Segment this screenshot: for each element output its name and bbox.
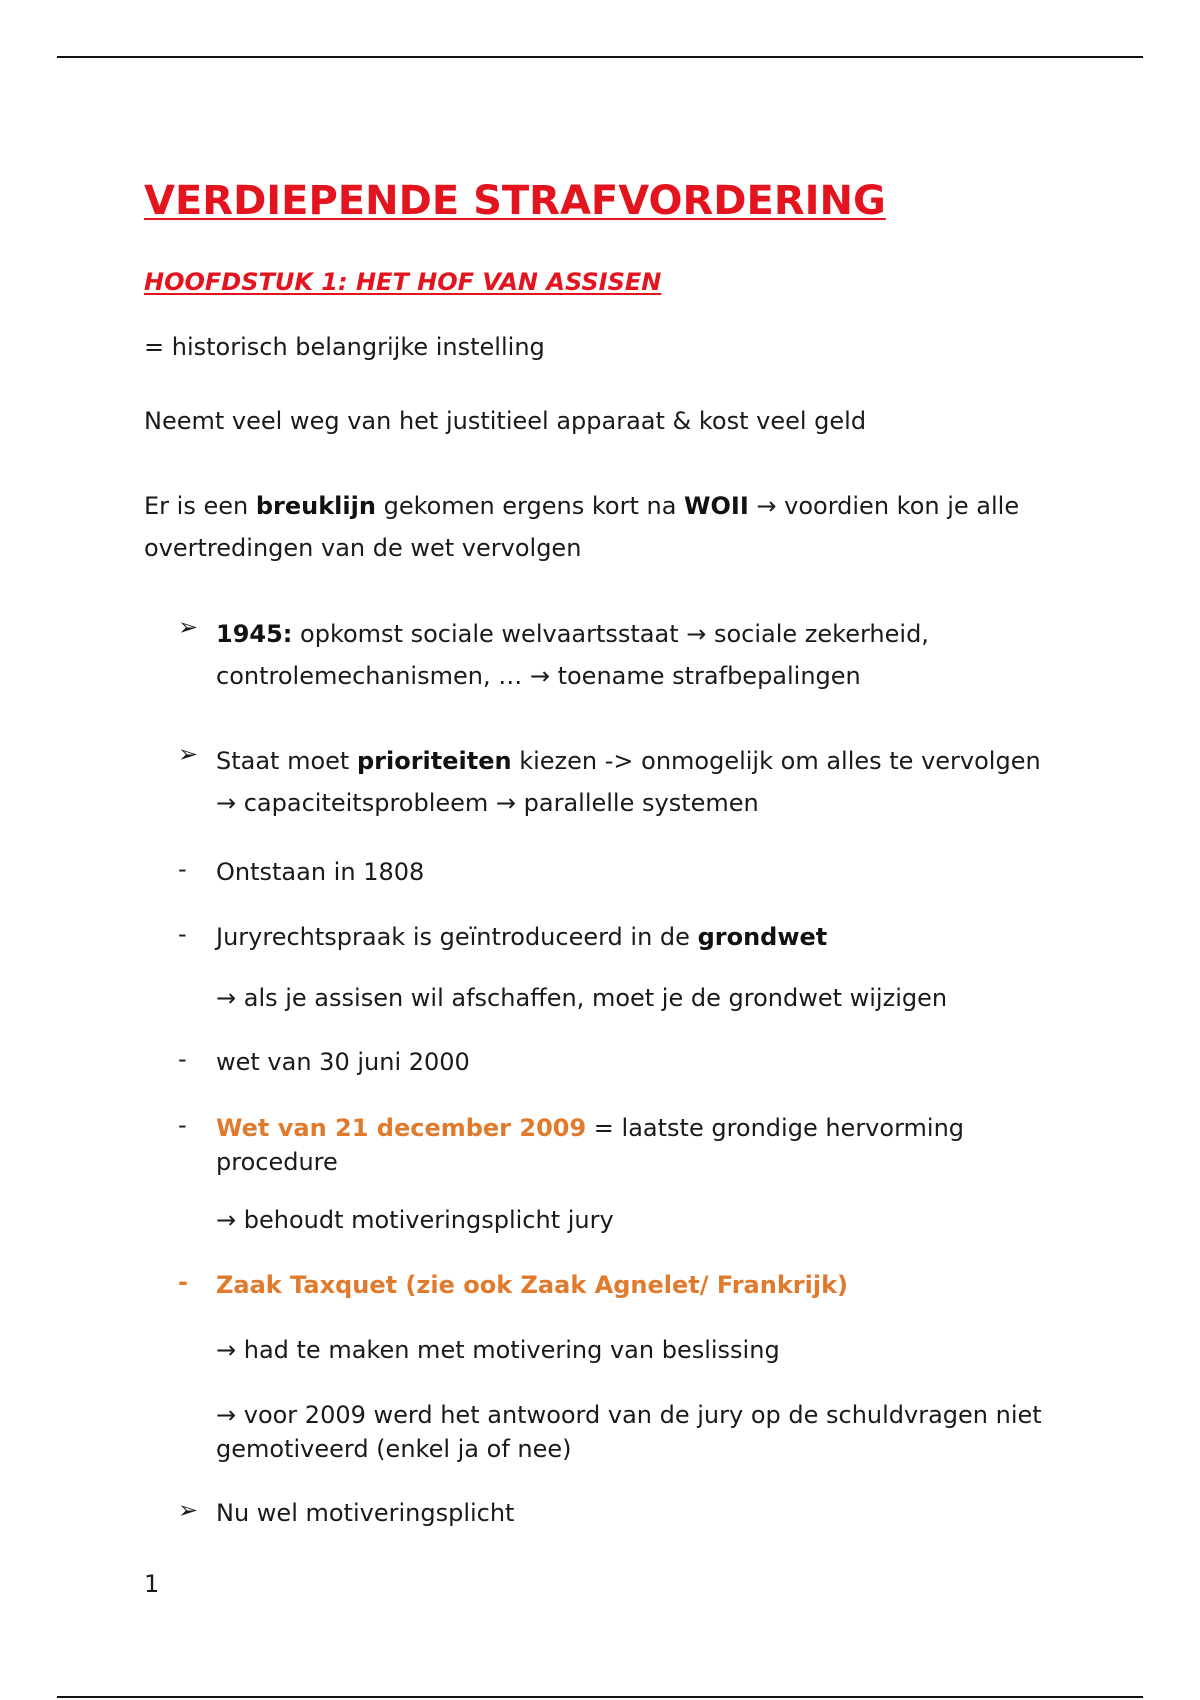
list-item: - Wet van 21 december 2009 = laatste grondige hervorming procedure (178, 1111, 965, 1176)
list-item: ➢ Staat moet prioriteiten kiezen -> onmogelijk om alles te vervolgen → capaciteitsprobleem → parallelle systemen (178, 740, 1041, 817)
list-item: ➢ Nu wel motiveringsplicht (178, 1496, 515, 1527)
chapter-heading: HOOFDSTUK 1: HET HOF VAN ASSISEN (144, 268, 662, 296)
arrow-bullet-icon: ➢ (178, 613, 199, 641)
paragraph-breuklijn-line1: Er is een breuklijn gekomen ergens kort na WOII → voordien kon je alle (144, 492, 1020, 520)
dash-bullet: - (178, 920, 187, 948)
list-continuation: → als je assisen wil afschaffen, moet je de grondwet wijzigen (216, 984, 948, 1012)
list-item: - Zaak Taxquet (zie ook Zaak Agnelet/ Frankrijk) (178, 1268, 849, 1299)
paragraph-breuklijn-line2: overtredingen van de wet vervolgen (144, 534, 582, 562)
dash-bullet: - (178, 1111, 187, 1139)
dash-bullet: - (178, 855, 187, 883)
list-item: ➢ 1945: opkomst sociale welvaartsstaat → sociale zekerheid, controlemechanismen, … → toename strafbepalingen (178, 613, 929, 690)
list-item: - wet van 30 juni 2000 (178, 1045, 470, 1076)
dash-bullet: - (178, 1045, 187, 1073)
arrow-bullet-icon: ➢ (178, 740, 199, 768)
dash-bullet: - (178, 1268, 188, 1296)
footer-rule (57, 1696, 1143, 1698)
header-rule (57, 56, 1143, 58)
arrow-bullet-icon: ➢ (178, 1496, 199, 1524)
paragraph-definition: = historisch belangrijke instelling (144, 333, 545, 361)
page-number: 1 (144, 1570, 160, 1598)
list-item: - Ontstaan in 1808 (178, 855, 425, 886)
list-continuation: → had te maken met motivering van beslissing (216, 1336, 780, 1364)
list-continuation: → voor 2009 werd het antwoord van de jury op de schuldvragen niet gemotiveerd (enkel ja of nee) (216, 1401, 1042, 1463)
paragraph-breuklijn (144, 485, 1019, 569)
list-item: - Juryrechtspraak is geïntroduceerd in de grondwet (178, 920, 828, 951)
document-title: VERDIEPENDE STRAFVORDERING (144, 178, 886, 224)
paragraph-cost: Neemt veel weg van het justitieel apparaat & kost veel geld (144, 407, 867, 435)
list-continuation: → behoudt motiveringsplicht jury (216, 1206, 614, 1234)
